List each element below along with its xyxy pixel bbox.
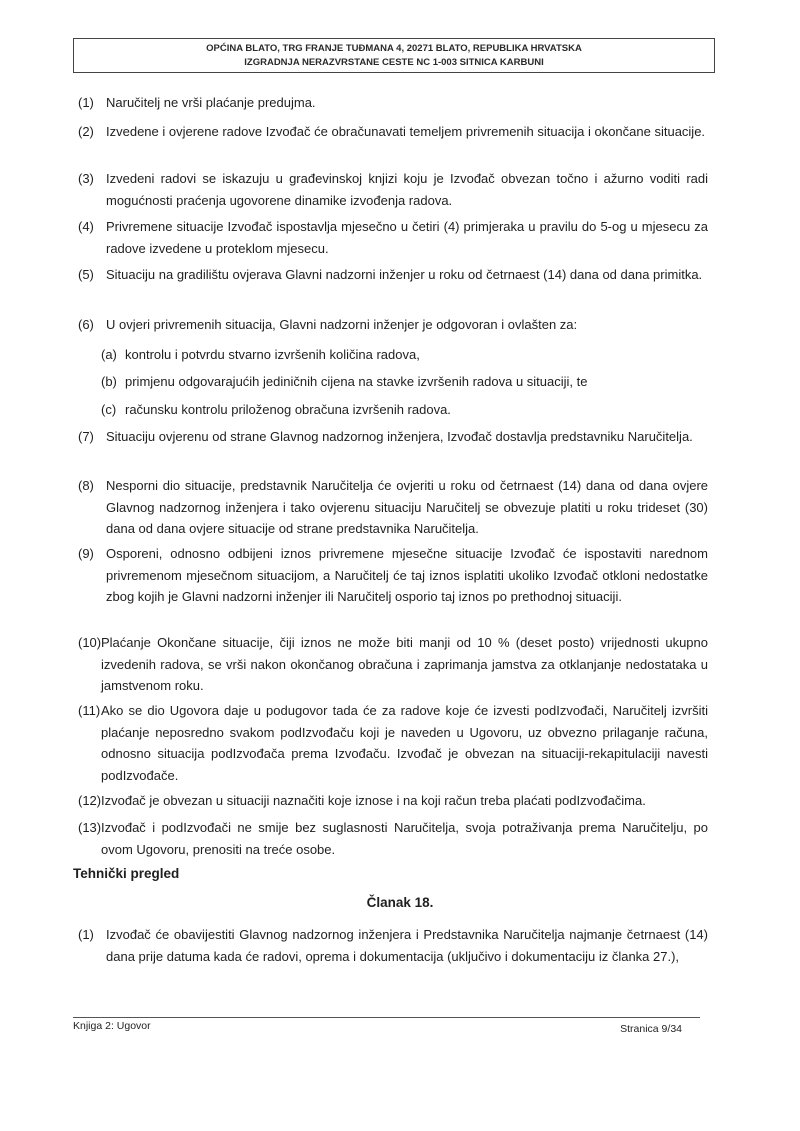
clause-11 [78,700,708,786]
clause-number: (9) [78,546,94,561]
subclause-label: (a) [101,347,117,362]
clause-text: Izvođač i podIzvođači ne smije bez suglasnosti Naručitelja, svoja potraživanja prema Naručitelju, po ovom Ugovoru, prenositi na treće osobe. [101,820,708,857]
clause-number: (2) [78,124,94,139]
clause-text: Situaciju ovjerenu od strane Glavnog nadzornog inženjera, Izvođač dostavlja predstavniku Naručitelja. [106,429,693,444]
clause-3 [78,168,708,211]
clause-1 [78,92,708,114]
section-heading: Tehnički pregled [73,866,180,881]
clause-text: Izvedene i ovjerene radove Izvođač će obračunavati temeljem privremenih situacija i okončane situacije. [106,124,706,139]
clause-5 [78,264,708,286]
clause-text: Nesporni dio situacije, predstavnik Naručitelja će ovjeriti u roku od četrnaest (14) dana od dana ovjere Glavnog nadzornog inženjera i tako ovjerenu situaciju Naručitelj se obvezuje platiti u roku trideset (30) dana od dana ovjere situacije od strane predstavnika Naručitelja. [106,478,708,536]
clause-4 [78,216,708,259]
clause-9 [78,543,708,608]
clause-2 [78,121,708,143]
subclause-a [101,344,420,365]
clause-text: Izvedeni radovi se iskazuju u građevinskoj knjizi koju je Izvođač obvezan točno i ažurno voditi radi mogućnosti praćenja ugovorene dinamike izvođenja radova. [106,171,708,208]
clause-6 [78,314,708,336]
clause-13 [78,817,708,860]
subclause-label: (c) [101,402,117,417]
clause-number: (5) [78,267,94,282]
clause-text: Plaćanje Okončane situacije, čiji iznos ne može biti manji od 10 % (deset posto) vrijednosti ukupno izvedenih radova, se vrši nakon okončanog obračuna i zaprimanja jamstva za otklanjanje nedostataka u jamstvenom roku. [101,635,708,693]
header-line-1: OPĆINA BLATO, TRG FRANJE TUĐMANA 4, 20271 BLATO, REPUBLIKA HRVATSKA [206,43,582,54]
footer-book-label: Knjiga 2: Ugovor [73,1020,151,1032]
article-clause-1 [78,924,708,967]
clause-text: Privremene situacije Izvođač ispostavlja mjesečno u četiri (4) primjeraka u pravilu do 5-og u mjesecu za radove izvedene u proteklom mjesecu. [106,219,708,256]
subclause-b [101,371,587,392]
document-header [73,38,715,73]
subclause-c [101,399,451,420]
clause-text: Izvođač će obavijestiti Glavnog nadzornog inženjera i Predstavnika Naručitelja najmanje četrnaest (14) dana prije datuma kada će radovi, oprema i dokumentacija (uključivo i dokumentaciju iz članka 27.), [106,927,708,964]
clause-number: (8) [78,478,94,493]
clause-number: (6) [78,317,94,332]
clause-10 [78,632,708,697]
subclause-text: računsku kontrolu priloženog obračuna izvršenih radova. [125,402,451,417]
clause-number: (1) [78,95,94,110]
clause-number: (1) [78,927,94,942]
header-line-2: IZGRADNJA NERAZVRSTANE CESTE NC 1-003 SITNICA KARBUNI [244,56,544,68]
footer-page-number: Stranica 9/34 [620,1023,682,1035]
clause-text: Osporeni, odnosno odbijeni iznos privremene mjesečne situacije Izvođač će ispostaviti narednom privremenom mjesečnom situacijom, a Naručitelj će taj iznos isplatiti ukoliko Izvođač otkloni nedostatke zbog kojih je Glavni nadzorni inženjer ili Naručitelj osporio taj iznos po prethodnoj situaciji. [106,546,708,604]
subclause-text: kontrolu i potvrdu stvarno izvršenih količina radova, [125,347,420,362]
clause-number: (10) [78,635,102,650]
clause-text: Ako se dio Ugovora daje u podugovor tada će za radove koje će izvesti podIzvođači, Naručitelj izvršiti plaćanje neposredno svakom podIzvođaču koji je naveden u Ugovoru, uz obvezno prilaganje računa, odnosno situacija podIzvođača prema Izvođaču. Izvođač je obvezan na situaciji-rekapitulaciji navesti podIzvođače. [101,703,708,783]
footer-divider [73,1017,700,1018]
article-title: Članak 18. [366,895,434,910]
clause-12 [78,790,708,812]
clause-text: Situaciju na gradilištu ovjerava Glavni nadzorni inženjer u roku od četrnaest (14) dana od dana primitka. [106,267,703,282]
clause-8 [78,475,708,540]
clause-text: Naručitelj ne vrši plaćanje predujma. [106,95,316,110]
clause-number: (4) [78,219,94,234]
clause-number: (13) [78,820,102,835]
clause-number: (11) [78,703,101,718]
clause-number: (3) [78,171,94,186]
subclause-text: primjenu odgovarajućih jediničnih cijena na stavke izvršenih radova u situaciji, te [125,374,588,389]
clause-7 [78,426,708,448]
clause-text: Izvođač je obvezan u situaciji naznačiti koje iznose i na koji račun treba plaćati podIzvođačima. [101,793,646,808]
subclause-label: (b) [101,374,117,389]
clause-number: (7) [78,429,94,444]
clause-text: U ovjeri privremenih situacija, Glavni nadzorni inženjer je odgovoran i ovlašten za: [106,317,578,332]
clause-number: (12) [78,793,102,808]
